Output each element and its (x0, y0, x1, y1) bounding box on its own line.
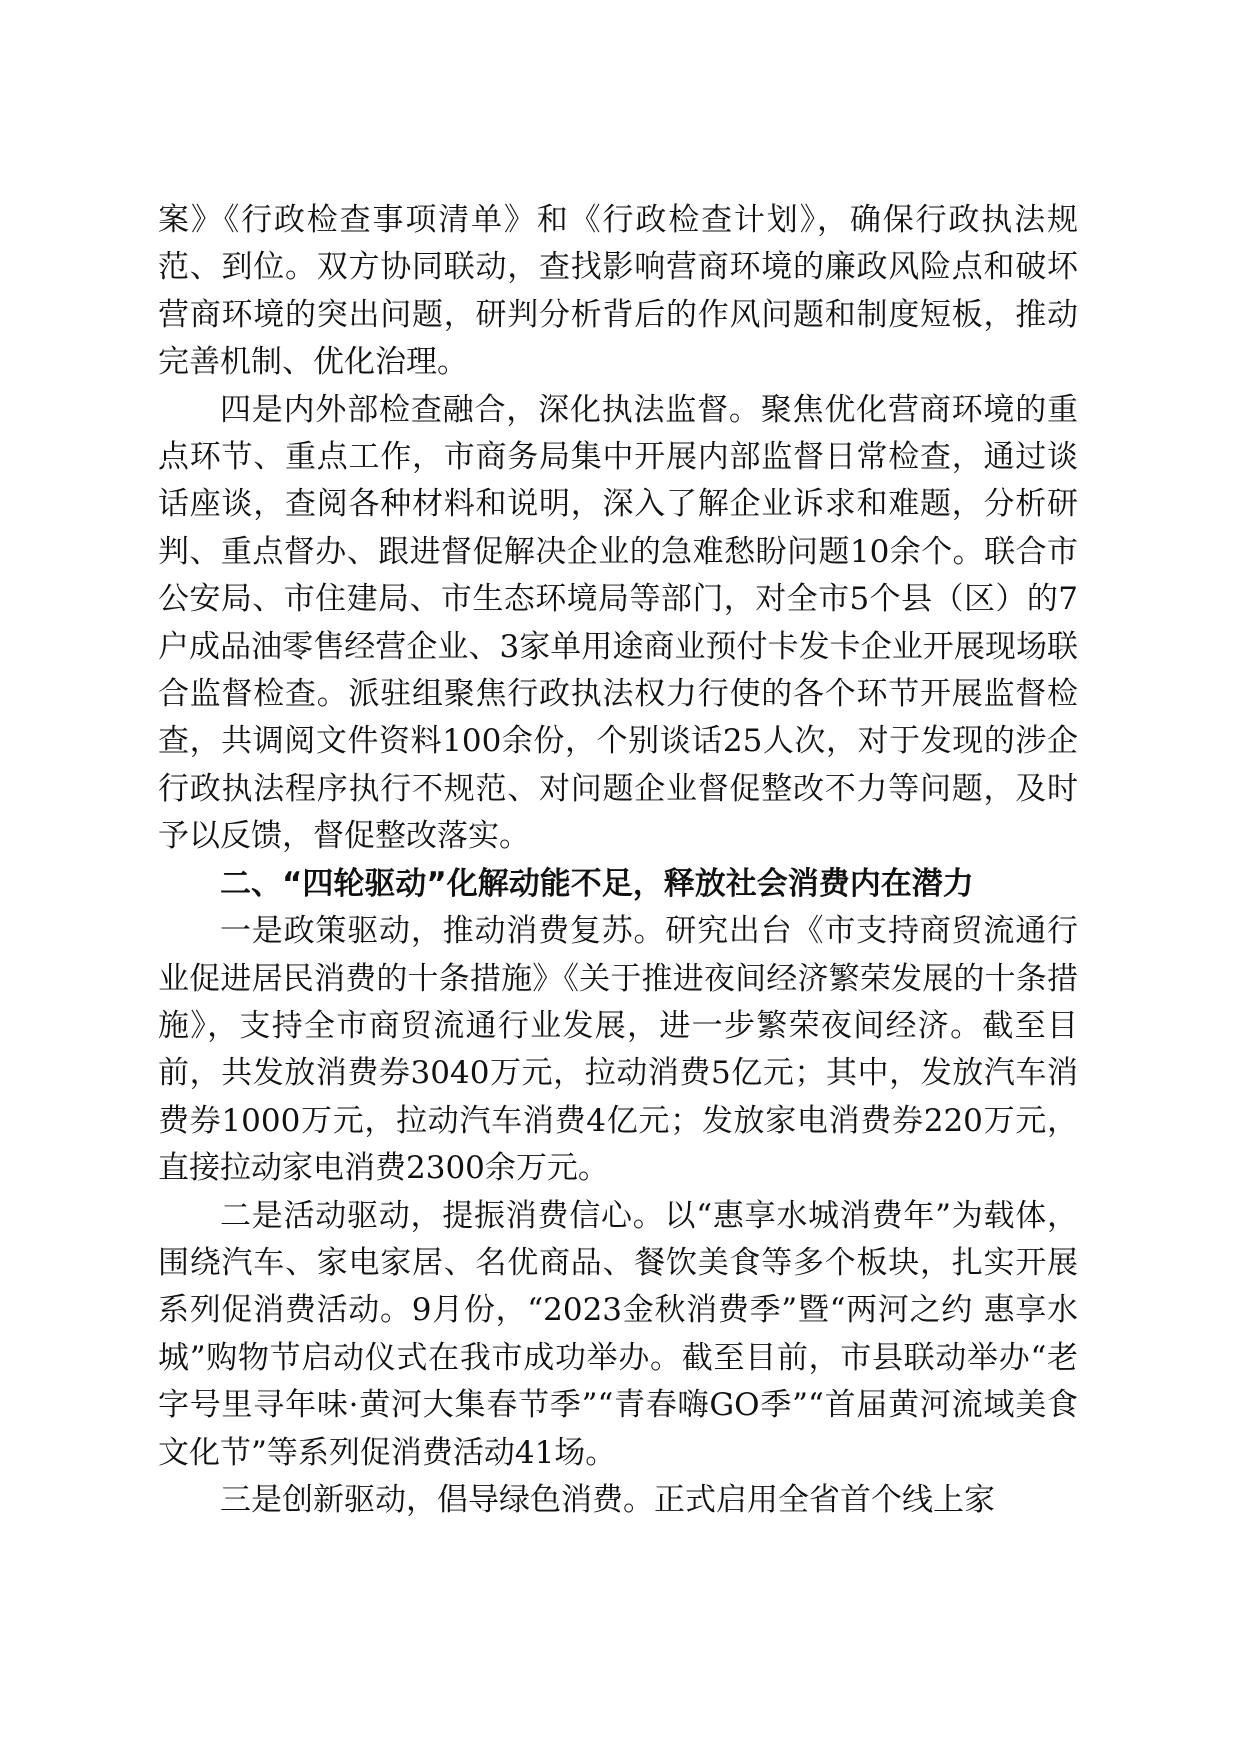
paragraph-policy-drive: 一是政策驱动，推动消费复苏。研究出台《市支持商贸流通行业促进居民消费的十条措施》《关于推进夜间经济繁荣发展的十条措施》，支持全市商贸流通行业发展，进一步繁荣夜间经济。截至目前，共发放消费券3040万元，拉动消费5亿元；其中，发放汽车消费券1000万元，拉动汽车消费4亿元；发放家电消费券220万元，直接拉动家电消费2300余万元。 (158, 913, 1078, 1187)
section-heading: 二、“四轮驱动”化解动能不足，释放社会消费内在潜力 (220, 865, 974, 902)
paragraph-inspection-integration: 四是内外部检查融合，深化执法监督。聚焦优化营商环境的重点环节、重点工作，市商务局集中开展内部监督日常检查，通过谈话座谈，查阅各种材料和说明，深入了解企业诉求和难题，分析研判、重点督办、跟进督促解决企业的急难愁盼问题10余个。联合市公安局、市住建局、市生态环境局等部门，对全市5个县（区）的7户成品油零售经营企业、3家单用途商业预付卡发卡企业开展现场联合监督检查。派驻组聚焦行政执法权力行使的各个环节开展监督检查，共调阅文件资料100余份，个别谈话25人次，对于发现的涉企行政执法程序执行不规范、对问题企业督促整改不力等问题，及时予以反馈，督促整改落实。 (158, 391, 1078, 855)
paragraph-continuation: 案》《行政检查事项清单》和《行政检查计划》，确保行政执法规范、到位。双方协同联动，查找影响营商环境的廉政风险点和破坏营商环境的突出问题，研判分析背后的作风问题和制度短板，推动完善机制、优化治理。 (158, 202, 1078, 381)
document-body (158, 197, 1078, 1524)
paragraph-activity-drive: 二是活动驱动，提振消费信心。以“惠享水城消费年”为载体，围绕汽车、家电家居、名优商品、餐饮美食等多个板块，扎实开展系列促消费活动。9月份，“2023金秋消费季”暨“两河之约 惠享水城”购物节启动仪式在我市成功举办。截至目前，市县联动举办“老字号里寻年味·黄河大集春节季”“青春嗨GO季”“首届黄河流域美食文化节”等系列促消费活动41场。 (158, 1197, 1078, 1471)
paragraph-innovation-drive: 三是创新驱动，倡导绿色消费。正式启用全省首个线上家 (220, 1481, 995, 1518)
